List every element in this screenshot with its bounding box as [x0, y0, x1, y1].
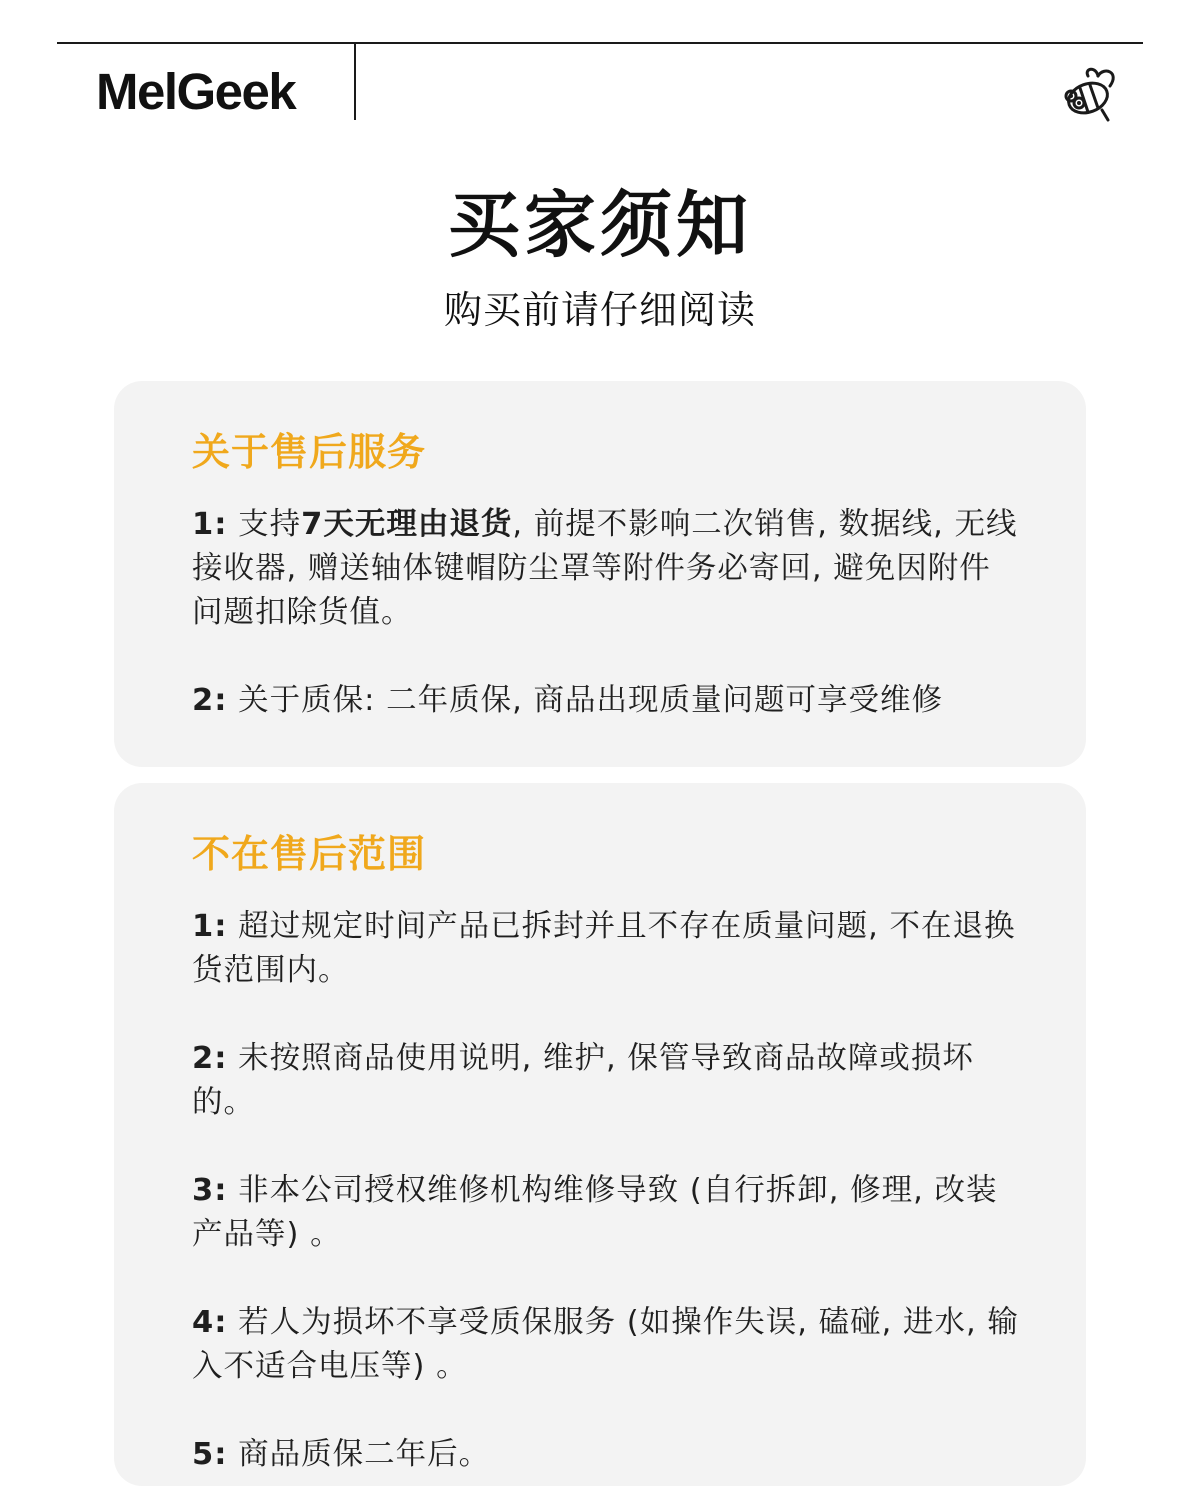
after-sales-item-1	[192, 503, 1022, 635]
item-text: 非本公司授权维修机构维修导致 (自行拆卸, 修理, 改装产品等) 。	[192, 1173, 998, 1252]
item-text: 超过规定时间产品已拆封并且不存在质量问题, 不在退换货范围内。	[192, 909, 1016, 988]
item-number: 3:	[192, 1173, 228, 1208]
item-text: 未按照商品使用说明, 维护, 保管导致商品故障或损坏的。	[192, 1041, 974, 1120]
after-sales-item-2	[192, 679, 1022, 723]
header-divider	[354, 44, 356, 120]
not-covered-item-4	[192, 1301, 1022, 1389]
item-number: 2:	[192, 1041, 228, 1076]
item-text: 若人为损坏不享受质保服务 (如操作失误, 磕碰, 进水, 输入不适合电压等) 。	[192, 1305, 1019, 1384]
page-title: 买家须知	[447, 183, 752, 267]
after-sales-heading: 关于售后服务	[192, 430, 427, 474]
bee-icon	[1058, 66, 1122, 124]
item-highlight: 7天无理由退货	[301, 507, 513, 542]
not-covered-card	[114, 783, 1086, 1486]
item-text: , 前提不影响二次销售, 数据线, 无线接收器, 赠送轴体键帽防尘罩等附件务必寄回, 避免因附件问题扣除货值。	[192, 507, 1018, 630]
brand-logo: MelGeek	[96, 63, 296, 120]
item-number: 1:	[192, 909, 228, 944]
item-number: 5:	[192, 1437, 228, 1472]
not-covered-item-2	[192, 1037, 1022, 1125]
header-rule	[57, 42, 1143, 44]
after-sales-card	[114, 381, 1086, 767]
item-text: 关于质保: 二年质保, 商品出现质量问题可享受维修	[227, 683, 943, 718]
not-covered-item-5	[192, 1433, 1022, 1477]
not-covered-heading: 不在售后范围	[192, 832, 427, 876]
item-text: 支持	[227, 507, 302, 542]
item-number: 1:	[192, 507, 228, 542]
item-text: 商品质保二年后。	[227, 1437, 491, 1472]
page-subtitle: 购买前请仔细阅读	[443, 288, 756, 332]
item-number: 2:	[192, 683, 228, 718]
item-number: 4:	[192, 1305, 228, 1340]
not-covered-item-3	[192, 1169, 1022, 1257]
not-covered-item-1	[192, 905, 1022, 993]
